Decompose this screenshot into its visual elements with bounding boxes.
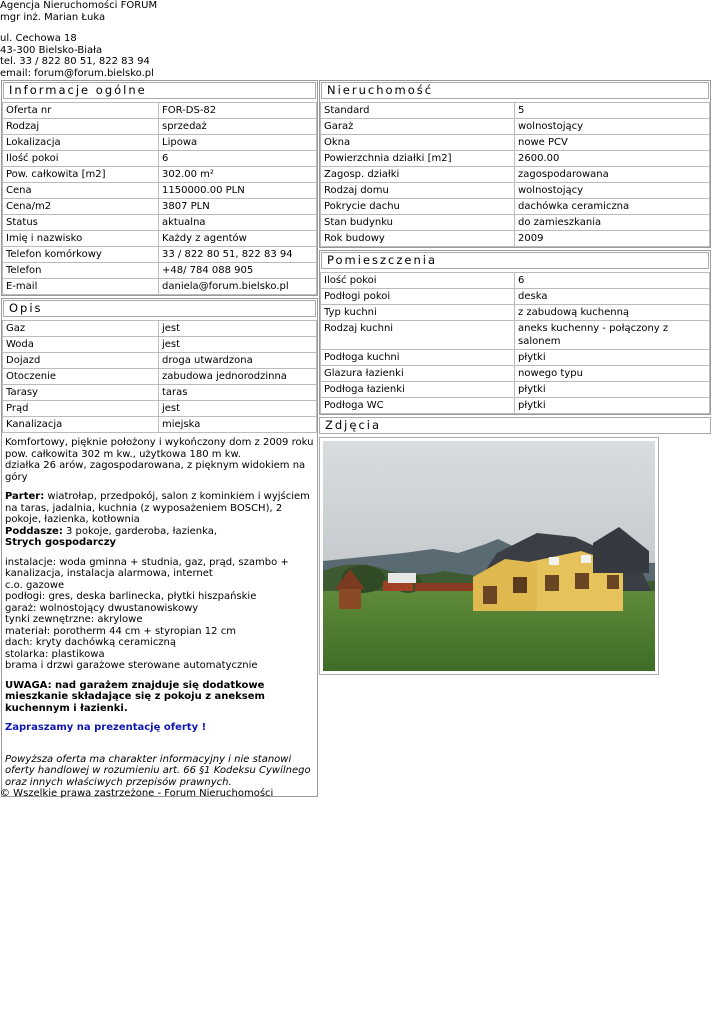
pomieszczenia-row (321, 289, 710, 305)
opis-value: taras (159, 385, 317, 401)
zdjecia-title: Zdjęcia (319, 417, 711, 434)
pomieszczenia-value: płytki (515, 350, 710, 366)
invite-text: Zapraszamy na prezentację oferty ! (5, 722, 207, 733)
nieruchomosc-value: nowe PCV (515, 135, 710, 151)
info-label: Telefon (3, 263, 159, 279)
nieruchomosc-label: Powierzchnia działki [m2] (321, 151, 515, 167)
opis-table (2, 320, 317, 433)
opis-row (3, 417, 317, 433)
info-title: Informacje ogólne (3, 82, 316, 99)
info-value: Lipowa (159, 135, 317, 151)
nieruchomosc-value: 5 (515, 103, 710, 119)
pomieszczenia-label: Glazura łazienki (321, 366, 515, 382)
info-value: daniela@forum.bielsko.pl (159, 279, 317, 295)
house-photo-frame (319, 437, 659, 675)
right-column (319, 80, 711, 675)
pomieszczenia-row (321, 398, 710, 414)
info-row (3, 135, 317, 151)
strych-label: Strych gospodarczy (5, 537, 117, 548)
pomieszczenia-section (319, 250, 711, 415)
pomieszczenia-value: płytki (515, 382, 710, 398)
info-row (3, 263, 317, 279)
agency-name: Agencja Nieruchomości FORUM (0, 0, 158, 11)
opis-label: Prąd (3, 401, 159, 417)
nieruchomosc-label: Okna (321, 135, 515, 151)
poddasze-text: 3 pokoje, garderoba, łazienka, (62, 525, 218, 537)
info-section (1, 80, 318, 296)
detail-6: materiał: porotherm 44 cm + styropian 12 cm (5, 625, 236, 637)
left-column (1, 80, 318, 799)
nieruchomosc-value: dachówka ceramiczna (515, 199, 710, 215)
info-value: sprzedaż (159, 119, 317, 135)
pomieszczenia-label: Podłogi pokoi (321, 289, 515, 305)
pomieszczenia-row (321, 366, 710, 382)
pomieszczenia-value: aneks kuchenny - połączony z salonem (515, 321, 710, 350)
detail-5: tynki zewnętrzne: akrylowe (5, 614, 143, 625)
parter-label: Parter: (5, 491, 45, 502)
opis-value: miejska (159, 417, 317, 433)
nieruchomosc-section (319, 80, 711, 248)
opis-value: jest (159, 321, 317, 337)
nieruchomosc-label: Rodzaj domu (321, 183, 515, 199)
nieruchomosc-value: 2600.00 (515, 151, 710, 167)
nieruchomosc-value: wolnostojący (515, 183, 710, 199)
detail-1: instalacje: woda gminna + studnia, gaz, prąd, szambo + kanalizacja, instalacja alarmowa, internet (5, 556, 289, 579)
opis-row (3, 385, 317, 401)
info-label: Ilość pokoi (3, 151, 159, 167)
pomieszczenia-label: Ilość pokoi (321, 273, 515, 289)
desc-intro-3: działka 26 arów, zagospodarowana, z pięknym widokiem na góry (5, 460, 306, 483)
desc-intro-1: Komfortowy, pięknie położony i wykończony dom z 2009 roku (5, 437, 314, 448)
info-row (3, 103, 317, 119)
detail-7: dach: kryty dachówką ceramiczną (5, 637, 177, 648)
disclaimer-text: Powyższa oferta ma charakter informacyjny i nie stanowi oferty handlowej w rozumieniu art. 66 §1 Kodeksu Cywilnego oraz innych właściwych przepisów prawnych. (5, 753, 311, 788)
info-value: Każdy z agentów (159, 231, 317, 247)
info-value: 302.00 m² (159, 167, 317, 183)
nieruchomosc-value: zagospodarowana (515, 167, 710, 183)
opis-row (3, 401, 317, 417)
detail-2: c.o. gazowe (5, 579, 65, 591)
nieruchomosc-row (321, 215, 710, 231)
nieruchomosc-label: Garaż (321, 119, 515, 135)
detail-4: garaż: wolnostojący dwustanowiskowy (5, 602, 199, 614)
footer-copyright: © Wszelkie prawa zastrzeżone - Forum Nieruchomości (0, 788, 274, 799)
nieruchomosc-label: Stan budynku (321, 215, 515, 231)
uwaga-note: UWAGA: nad garażem znajduje się dodatkowe mieszkanie składające się z pokoju z aneksem kuchennym i łazienki. (5, 679, 265, 714)
opis-value: zabudowa jednorodzinna (159, 369, 317, 385)
nieruchomosc-title: Nieruchomość (321, 82, 709, 99)
opis-label: Kanalizacja (3, 417, 159, 433)
info-row (3, 199, 317, 215)
poddasze-label: Poddasze: (5, 525, 63, 537)
detail-9: brama i drzwi garażowe sterowane automatycznie (5, 660, 258, 671)
opis-value: droga utwardzona (159, 353, 317, 369)
opis-label: Dojazd (3, 353, 159, 369)
pomieszczenia-value: nowego typu (515, 366, 710, 382)
info-label: Lokalizacja (3, 135, 159, 151)
pomieszczenia-row (321, 350, 710, 366)
pomieszczenia-row (321, 382, 710, 398)
nieruchomosc-label: Pokrycie dachu (321, 199, 515, 215)
info-label: Cena (3, 183, 159, 199)
opis-row (3, 369, 317, 385)
info-table (2, 102, 317, 295)
opis-row (3, 321, 317, 337)
info-value: aktualna (159, 215, 317, 231)
house-photo[interactable] (323, 441, 655, 671)
info-value: 1150000.00 PLN (159, 183, 317, 199)
info-value: +48/ 784 088 905 (159, 263, 317, 279)
pomieszczenia-value: płytki (515, 398, 710, 414)
nieruchomosc-label: Zagosp. działki (321, 167, 515, 183)
info-row (3, 183, 317, 199)
info-row (3, 247, 317, 263)
opis-title: Opis (3, 300, 316, 317)
nieruchomosc-row (321, 151, 710, 167)
nieruchomosc-row (321, 231, 710, 247)
nieruchomosc-value: do zamieszkania (515, 215, 710, 231)
info-label: Imię i nazwisko (3, 231, 159, 247)
info-label: Rodzaj (3, 119, 159, 135)
info-row (3, 215, 317, 231)
pomieszczenia-label: Podłoga kuchni (321, 350, 515, 366)
info-row (3, 119, 317, 135)
info-label: Cena/m2 (3, 199, 159, 215)
nieruchomosc-row (321, 199, 710, 215)
opis-row (3, 337, 317, 353)
nieruchomosc-label: Standard (321, 103, 515, 119)
info-row (3, 279, 317, 295)
info-label: Status (3, 215, 159, 231)
info-label: Telefon komórkowy (3, 247, 159, 263)
agency-email: email: forum@forum.bielsko.pl (0, 67, 154, 79)
agency-header (0, 0, 157, 79)
nieruchomosc-value: wolnostojący (515, 119, 710, 135)
pomieszczenia-title: Pomieszczenia (321, 252, 709, 269)
pomieszczenia-row (321, 321, 710, 350)
info-value: 3807 PLN (159, 199, 317, 215)
opis-value: jest (159, 337, 317, 353)
opis-section (1, 298, 318, 797)
nieruchomosc-label: Rok budowy (321, 231, 515, 247)
opis-row (3, 353, 317, 369)
opis-value: jest (159, 401, 317, 417)
pomieszczenia-label: Typ kuchni (321, 305, 515, 321)
agency-city: 43-300 Bielsko-Biała (0, 44, 103, 56)
info-value: 33 / 822 80 51, 822 83 94 (159, 247, 317, 263)
opis-label: Woda (3, 337, 159, 353)
info-label: E-mail (3, 279, 159, 295)
info-label: Oferta nr (3, 103, 159, 119)
detail-8: stolarka: plastikowa (5, 648, 105, 660)
nieruchomosc-table (320, 102, 710, 247)
nieruchomosc-row (321, 183, 710, 199)
pomieszczenia-row (321, 305, 710, 321)
agency-phone: tel. 33 / 822 80 51, 822 83 94 (0, 56, 150, 67)
opis-label: Gaz (3, 321, 159, 337)
info-value: 6 (159, 151, 317, 167)
nieruchomosc-row (321, 167, 710, 183)
pomieszczenia-label: Podłoga WC (321, 398, 515, 414)
nieruchomosc-row (321, 135, 710, 151)
desc-intro-2: pow. całkowita 302 m kw., użytkowa 180 m kw. (5, 448, 241, 460)
nieruchomosc-value: 2009 (515, 231, 710, 247)
agency-person: mgr inż. Marian Łuka (0, 11, 106, 23)
pomieszczenia-value: deska (515, 289, 710, 305)
nieruchomosc-row (321, 103, 710, 119)
info-row (3, 231, 317, 247)
pomieszczenia-label: Podłoga łazienki (321, 382, 515, 398)
parter-text: wiatrołap, przedpokój, salon z kominkiem i wyjściem na taras, jadalnia, kuchnia (z wyposażeniem BOSCH), 2 pokoje, łazienka, kotłownia (5, 491, 310, 525)
agency-street: ul. Cechowa 18 (0, 33, 77, 44)
detail-3: podłogi: gres, deska barlinecka, płytki hiszpańskie (5, 591, 257, 602)
pomieszczenia-value: 6 (515, 273, 710, 289)
pomieszczenia-row (321, 273, 710, 289)
pomieszczenia-label: Rodzaj kuchni (321, 321, 515, 350)
info-label: Pow. całkowita [m2] (3, 167, 159, 183)
opis-label: Tarasy (3, 385, 159, 401)
nieruchomosc-row (321, 119, 710, 135)
info-value: FOR-DS-82 (159, 103, 317, 119)
opis-label: Otoczenie (3, 369, 159, 385)
info-row (3, 151, 317, 167)
info-row (3, 167, 317, 183)
description (2, 433, 317, 796)
pomieszczenia-value: z zabudową kuchenną (515, 305, 710, 321)
pomieszczenia-table (320, 272, 710, 414)
